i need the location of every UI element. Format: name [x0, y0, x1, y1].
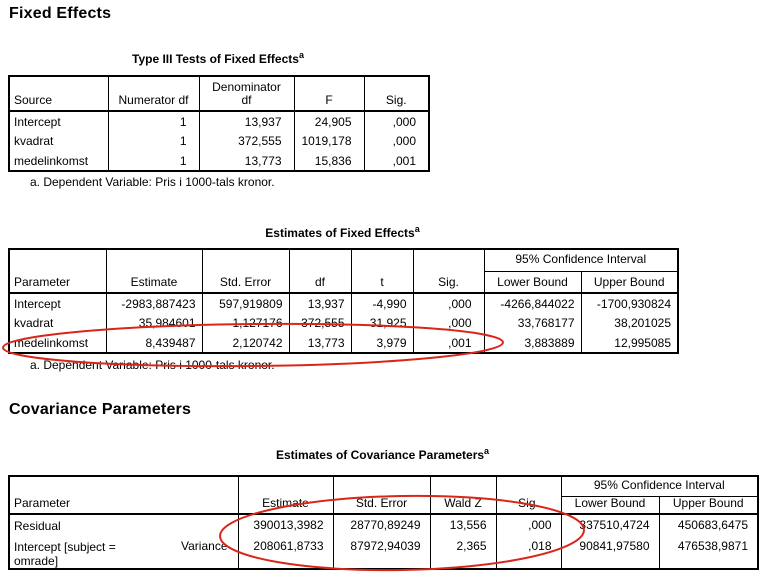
col-header-sig: Sig. — [496, 476, 561, 514]
cell-wald-z: 2,365 — [430, 536, 496, 569]
cell-lower-bound: 90841,97580 — [561, 536, 659, 569]
table-title-text: Type III Tests of Fixed Effects — [132, 52, 299, 66]
cell-parameter: medelinkomst — [9, 333, 106, 353]
cell-t: 31,925 — [351, 313, 413, 333]
table-row — [9, 111, 429, 131]
col-header-parameter: Parameter — [9, 476, 238, 514]
type3-tests-table — [8, 75, 430, 172]
cell-parameter — [9, 536, 238, 569]
cell-sig: ,001 — [364, 151, 429, 171]
col-header-estimate: Estimate — [238, 476, 333, 514]
cell-df: 13,937 — [289, 293, 351, 313]
cell-f: 15,836 — [294, 151, 364, 171]
cell-df: 372,555 — [289, 313, 351, 333]
cell-source: medelinkomst — [9, 151, 108, 171]
section-heading-covariance-parameters: Covariance Parameters — [9, 401, 192, 418]
estimates-of-covariance-parameters-table — [8, 475, 759, 570]
col-header-f: F — [294, 76, 364, 111]
footnote-marker: a — [414, 224, 420, 234]
cell-upper-bound: -1700,930824 — [581, 293, 678, 313]
cell-lower-bound: -4266,844022 — [484, 293, 581, 313]
cell-lower-bound: 33,768177 — [484, 313, 581, 333]
header-row — [9, 76, 429, 111]
table-row — [9, 131, 429, 151]
col-header-std-error: Std. Error — [333, 476, 430, 514]
cell-f: 24,905 — [294, 111, 364, 131]
cell-t: -4,990 — [351, 293, 413, 313]
table-row — [9, 536, 758, 569]
cell-f: 1019,178 — [294, 131, 364, 151]
col-header-lower-bound: Lower Bound — [561, 496, 659, 514]
col-header-t: t — [351, 249, 413, 293]
cell-estimate: -2983,887423 — [106, 293, 202, 313]
table-row — [9, 333, 678, 353]
estimates-of-fixed-effects-table — [8, 248, 679, 354]
col-header-df: df — [289, 249, 351, 293]
cell-source: kvadrat — [9, 131, 108, 151]
table-title-type3-tests — [8, 50, 428, 66]
cell-std-error: 597,919809 — [202, 293, 289, 313]
cell-estimate: 8,439487 — [106, 333, 202, 353]
cell-std-error: 2,120742 — [202, 333, 289, 353]
cell-lower-bound: 3,883889 — [484, 333, 581, 353]
col-header-sig: Sig. — [364, 76, 429, 111]
col-header-denominator-df: Denominator df — [199, 76, 294, 111]
col-header-upper-bound: Upper Bound — [581, 271, 678, 293]
col-header-sig: Sig. — [413, 249, 484, 293]
table-footnote: a. Dependent Variable: Pris i 1000-tals kronor. — [30, 175, 275, 189]
cell-parameter — [9, 514, 238, 536]
cell-estimate: 35,984601 — [106, 313, 202, 333]
cell-denominator-df: 13,937 — [199, 111, 294, 131]
table-row — [9, 151, 429, 171]
cell-wald-z: 13,556 — [430, 514, 496, 536]
cell-upper-bound: 12,995085 — [581, 333, 678, 353]
cell-std-error: 87972,94039 — [333, 536, 430, 569]
table-row — [9, 313, 678, 333]
cell-upper-bound: 450683,6475 — [659, 514, 758, 536]
cell-sig: ,000 — [364, 111, 429, 131]
col-group-confidence-interval: 95% Confidence Interval — [484, 249, 678, 271]
header-row — [9, 476, 758, 496]
section-heading-fixed-effects: Fixed Effects — [9, 5, 112, 22]
col-header-source: Source — [9, 76, 108, 111]
cell-denominator-df: 13,773 — [199, 151, 294, 171]
col-header-std-error: Std. Error — [202, 249, 289, 293]
cell-estimate: 208061,8733 — [238, 536, 333, 569]
cell-sig: ,000 — [364, 131, 429, 151]
cell-t: 3,979 — [351, 333, 413, 353]
table-row — [9, 293, 678, 313]
parameter-cell-content — [14, 519, 238, 533]
footnote-marker: a — [298, 50, 304, 60]
cell-df: 13,773 — [289, 333, 351, 353]
col-header-numerator-df: Numerator df — [108, 76, 199, 111]
col-header-lower-bound: Lower Bound — [484, 271, 581, 293]
cell-source: Intercept — [9, 111, 108, 131]
cell-denominator-df: 372,555 — [199, 131, 294, 151]
cell-numerator-df: 1 — [108, 111, 199, 131]
cell-std-error: 1,127176 — [202, 313, 289, 333]
table-footnote: a. Dependent Variable: Pris i 1000-tals kronor. — [30, 358, 275, 372]
cell-numerator-df: 1 — [108, 151, 199, 171]
cell-sig: ,001 — [413, 333, 484, 353]
col-header-estimate: Estimate — [106, 249, 202, 293]
cell-sig: ,000 — [413, 313, 484, 333]
parameter-label: Residual — [14, 519, 61, 533]
cell-sig: ,000 — [413, 293, 484, 313]
table-title-text: Estimates of Fixed Effects — [265, 226, 415, 240]
cell-parameter: kvadrat — [9, 313, 106, 333]
parameter-cell-content — [14, 540, 238, 568]
cell-sig: ,000 — [496, 514, 561, 536]
cell-lower-bound: 337510,4724 — [561, 514, 659, 536]
table-row — [9, 514, 758, 536]
col-header-wald-z: Wald Z — [430, 476, 496, 514]
variance-label: Variance — [181, 539, 228, 553]
table-title-text: Estimates of Covariance Parameters — [275, 448, 485, 462]
table-title-estimates-covariance — [8, 446, 757, 462]
footnote-marker: a — [484, 446, 490, 456]
parameter-label: Intercept [subject = omrade] — [14, 540, 116, 568]
cell-parameter: Intercept — [9, 293, 106, 313]
col-header-upper-bound: Upper Bound — [659, 496, 758, 514]
cell-sig: ,018 — [496, 536, 561, 569]
cell-upper-bound: 38,201025 — [581, 313, 678, 333]
cell-estimate: 390013,3982 — [238, 514, 333, 536]
col-group-confidence-interval: 95% Confidence Interval — [561, 476, 758, 496]
table-title-estimates-fixed-effects — [8, 224, 677, 240]
header-row — [9, 249, 678, 271]
cell-numerator-df: 1 — [108, 131, 199, 151]
col-header-parameter: Parameter — [9, 249, 106, 293]
cell-std-error: 28770,89249 — [333, 514, 430, 536]
cell-upper-bound: 476538,9871 — [659, 536, 758, 569]
